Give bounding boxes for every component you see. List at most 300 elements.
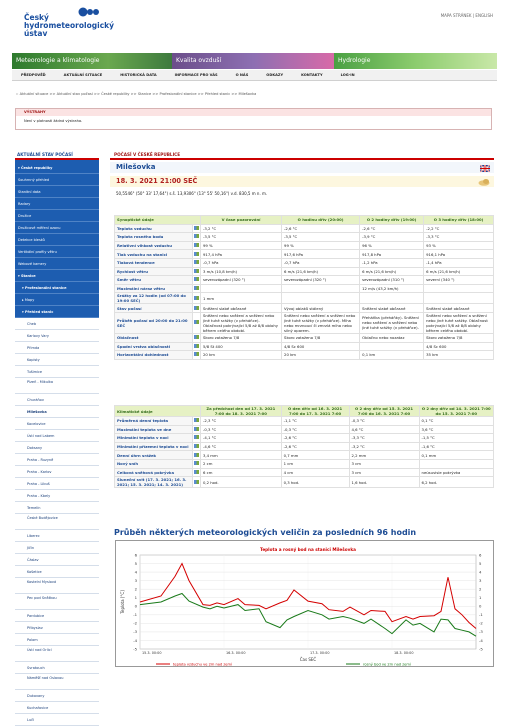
sidebar-item[interactable]: Tušimice bbox=[15, 366, 99, 378]
column-header: O 2 dny dřív od 15. 3. 2021 7:00 do 16. 3. 2021 7:00 bbox=[349, 406, 419, 417]
cell-value: 3,4 mm bbox=[201, 451, 282, 460]
sidebar-item[interactable]: Dukovany bbox=[15, 690, 99, 702]
cell-value: Sněžení slabé občasné bbox=[424, 304, 494, 313]
cell-value: 99 % bbox=[201, 241, 282, 250]
sidebar-title: AKTUÁLNÍ STAV POČASÍ bbox=[15, 150, 99, 160]
cloud-icon bbox=[478, 178, 491, 186]
y-tick-label: -4 bbox=[133, 637, 137, 643]
row-label: Teplota vzduchu bbox=[115, 224, 193, 233]
cell-value: -2,6 °C bbox=[360, 224, 424, 233]
row-label: Denní úhrn srážek bbox=[115, 451, 193, 460]
sidebar-item[interactable]: Praha - Kbely bbox=[15, 490, 99, 502]
chart-link[interactable] bbox=[193, 468, 201, 477]
cell-value: -3,3 °C bbox=[424, 233, 494, 242]
y-tick-label: -2 bbox=[133, 620, 137, 626]
sidebar-item[interactable]: Praha - Karlov bbox=[15, 466, 99, 478]
logo-line: Český bbox=[24, 13, 49, 22]
table-row bbox=[115, 434, 494, 443]
chart-heading: Průběh některých meteorologických veličin za posledních 96 hodin bbox=[114, 528, 417, 537]
logo[interactable] bbox=[24, 14, 114, 38]
x-tick-label: 17.3. 00:00 bbox=[310, 651, 330, 655]
logo-line: hydrometeorologický bbox=[24, 21, 115, 30]
column-header: V čase pozorování bbox=[201, 216, 282, 225]
cell-value: Skoro zataženo 7/8 bbox=[201, 333, 282, 342]
chart-link[interactable] bbox=[193, 417, 201, 426]
sidebar-item[interactable]: Kostelní Myslová bbox=[15, 578, 99, 594]
main-title: POČASÍ V ČESKÉ REPUBLICE bbox=[110, 150, 494, 160]
cell-value: 4,6 °C bbox=[349, 425, 419, 434]
table-row bbox=[115, 241, 494, 250]
cell-value: Sněžení nebo sněžení a sněžení nebo jiné tuhé srážky (v přeháňce). Oblačnost pokrývající 5/8 až 8/8 oblohy během celého období. bbox=[201, 312, 282, 333]
cell-value: 4/8 Sc 600 bbox=[282, 342, 360, 351]
chart-link[interactable] bbox=[193, 312, 201, 333]
table-row bbox=[115, 267, 494, 276]
tab-hydrology[interactable]: Hydrologie bbox=[334, 53, 497, 69]
legend-label-dew-point: rosný bod ve 2m nad zemí bbox=[363, 662, 411, 667]
y-tick-label-right: 6 bbox=[479, 552, 482, 558]
cell-value bbox=[201, 284, 282, 293]
cell-value: Sněžení slabé občasné bbox=[360, 304, 424, 313]
cell-value: 2 cm bbox=[201, 459, 282, 468]
table-row bbox=[115, 459, 494, 468]
cell-value: 916,1 hPa bbox=[424, 250, 494, 259]
chart-link[interactable] bbox=[193, 293, 201, 304]
sidebar-item[interactable]: Temelín bbox=[15, 502, 99, 514]
nav-about[interactable]: O NÁS bbox=[235, 73, 249, 77]
cell-value: 917,6 hPa bbox=[282, 250, 360, 259]
chart-link[interactable] bbox=[193, 333, 201, 342]
warnings-title: VÝSTRAHY bbox=[16, 109, 491, 116]
y-tick-label-right: -4 bbox=[479, 637, 483, 643]
cell-value: Přeháňka (přeháňky). Sněžení nebo sněžení a sněžení nebo jiné tuhé srážky (v přeháňce). bbox=[360, 312, 424, 333]
nav-forecast[interactable]: PŘEDPOVĚĎ bbox=[21, 73, 46, 77]
table-row bbox=[115, 258, 494, 267]
cell-value: 0,1 °C bbox=[419, 417, 493, 426]
breadcrumb[interactable]: :: Aktuální situace >> Aktuální stav počasí >> České republiky >> Stanice >> Profesionální stanice >> Přehled stanic >> Milešovka bbox=[16, 92, 257, 96]
sidebar-item[interactable]: Kuchařovice bbox=[15, 702, 99, 714]
chart-icon bbox=[194, 461, 199, 465]
cell-value: 6 m/s (21,6 km/h) bbox=[282, 267, 360, 276]
chart-link[interactable] bbox=[193, 250, 201, 259]
nav-login[interactable]: LOG-IN bbox=[340, 73, 355, 77]
row-label: Průměrná denní teplota bbox=[115, 417, 193, 426]
cell-value: 917,4 hPa bbox=[201, 250, 282, 259]
english-flag-icon[interactable] bbox=[480, 165, 490, 172]
y-tick-label: 2 bbox=[134, 586, 137, 592]
table-row bbox=[115, 351, 494, 360]
cell-value: 3 m/s (10,8 km/h) bbox=[201, 267, 282, 276]
x-axis-label: Čas SEČ bbox=[299, 657, 317, 662]
y-tick-label-right: 3 bbox=[479, 577, 482, 583]
chart-icon bbox=[194, 480, 199, 484]
y-tick-label: 6 bbox=[134, 552, 137, 558]
y-tick-label-right: -1 bbox=[479, 612, 483, 618]
cell-value: 6 cm bbox=[201, 468, 282, 477]
row-label: Horizontální dohlednost bbox=[115, 351, 193, 360]
sidebar-item[interactable]: Stanitní data bbox=[15, 186, 99, 198]
cell-value: 20 km bbox=[201, 351, 282, 360]
chart-icon bbox=[194, 243, 199, 247]
row-label: Směr větru bbox=[115, 276, 193, 285]
table-row bbox=[115, 451, 494, 460]
sidebar-item[interactable]: Plzeň - Mikulka bbox=[15, 378, 99, 394]
y-tick-label: 1 bbox=[134, 595, 137, 601]
table-row bbox=[115, 342, 494, 351]
sidebar-item[interactable]: Cheb bbox=[15, 318, 99, 330]
sidebar-item[interactable]: Milešovka bbox=[15, 406, 99, 418]
cell-value: -3,3 °C bbox=[349, 434, 419, 443]
chart-icon bbox=[194, 226, 199, 230]
table-row bbox=[115, 477, 494, 488]
chart-icon bbox=[194, 252, 199, 256]
chart-link[interactable] bbox=[193, 284, 201, 293]
cell-value: -1,6 °C bbox=[419, 442, 493, 451]
row-label: Nový sníh bbox=[115, 459, 193, 468]
top-links[interactable]: MAPA STRÁNEK | ENGLISH bbox=[440, 13, 493, 18]
header bbox=[0, 0, 509, 52]
cell-value: 6 m/s (21,6 km/h) bbox=[424, 267, 494, 276]
cell-value: 0,1 km bbox=[360, 351, 424, 360]
column-header: O 2 dny dřív od 14. 3. 2021 7:00 do 15. 3. 2021 7:00 bbox=[419, 406, 493, 417]
cell-value bbox=[424, 284, 494, 293]
cell-value: Vývoj oblaků stálený bbox=[282, 304, 360, 313]
y-tick-label-right: -5 bbox=[479, 646, 483, 652]
chart-link[interactable] bbox=[193, 425, 201, 434]
cell-value: 4 cm bbox=[281, 468, 349, 477]
sidebar-item[interactable]: ▾ Profesionální stanice bbox=[15, 282, 99, 294]
chmi-logo-icon bbox=[78, 6, 100, 18]
column-header: O 2 hodiny dřív (19:00) bbox=[360, 216, 424, 225]
row-label: Stav počasí bbox=[115, 304, 193, 313]
nav-historical[interactable]: HISTORICKÁ DATA bbox=[120, 73, 157, 77]
sidebar-item[interactable]: Polom bbox=[15, 634, 99, 646]
row-label: Oblačnost bbox=[115, 333, 193, 342]
y-tick-label: 5 bbox=[134, 560, 137, 566]
table-row bbox=[115, 284, 494, 293]
table-row bbox=[115, 333, 494, 342]
sidebar-item[interactable]: ▾ Přehled stanic bbox=[15, 306, 99, 318]
sidebar-item[interactable]: Karlovy Vary bbox=[15, 330, 99, 342]
chart-link[interactable] bbox=[193, 477, 201, 488]
table-row bbox=[115, 417, 494, 426]
sidebar-item[interactable]: Radary bbox=[15, 198, 99, 210]
sidebar-item[interactable]: Churáňov bbox=[15, 394, 99, 406]
sidebar-item[interactable]: Pec pod Sněžkou bbox=[15, 594, 99, 610]
cell-value bbox=[424, 293, 494, 304]
sidebar-item[interactable]: Praha - Ruzyně bbox=[15, 454, 99, 466]
sidebar-item[interactable]: Přibyslav bbox=[15, 622, 99, 634]
sidebar-item[interactable]: Souhrnný přehled bbox=[15, 174, 99, 186]
tab-meteorology[interactable]: Meteorologie a klimatologie bbox=[12, 53, 172, 69]
chart-icon bbox=[194, 444, 199, 448]
cell-value: 1 cm bbox=[281, 459, 349, 468]
row-label: Srážky za 12 hodin (od 07:00 do 19:00 SEČ) bbox=[115, 293, 193, 304]
y-tick-label: 4 bbox=[134, 569, 137, 575]
cell-value bbox=[282, 284, 360, 293]
y-tick-label-right: 2 bbox=[479, 586, 482, 592]
cell-value: 96 % bbox=[360, 241, 424, 250]
sidebar-item[interactable]: Ústí nad Orlicí bbox=[15, 646, 99, 662]
chart-link[interactable] bbox=[193, 276, 201, 285]
table-row bbox=[115, 304, 494, 313]
chart-link[interactable] bbox=[193, 342, 201, 351]
cell-value: 1 mm bbox=[201, 293, 282, 304]
cell-value: -2,6 °C bbox=[282, 224, 360, 233]
chart-link[interactable] bbox=[193, 233, 201, 242]
warnings-text: Není v platnosti žádná výstraha. bbox=[24, 119, 83, 123]
chart-link[interactable] bbox=[193, 267, 201, 276]
cell-value: severozápadní (320 °) bbox=[282, 276, 360, 285]
chart-icon bbox=[194, 320, 199, 324]
table-row bbox=[115, 468, 494, 477]
row-label: Maximální náraz větru bbox=[115, 284, 193, 293]
table-row bbox=[115, 250, 494, 259]
cell-value: -0,7 hPa bbox=[282, 258, 360, 267]
row-label: Teplota rosného bodu bbox=[115, 233, 193, 242]
cell-value: Sněžení nebo sněžení a sněžení nebo jiné tuhé srážky (v přeháňce). Mlha nebo mrznoucí či zmrzlá mlha nebo silný oparem. bbox=[282, 312, 360, 333]
chart-title: Teplota a rosný bod na stanici Milešovka bbox=[260, 547, 356, 552]
cell-value: 20 km bbox=[282, 351, 360, 360]
row-label: Rychlost větru bbox=[115, 267, 193, 276]
column-header: O hodinu dřív (20:00) bbox=[282, 216, 360, 225]
table-row bbox=[115, 425, 494, 434]
row-label: Tlaková tendence bbox=[115, 258, 193, 267]
row-label: Průběh počasí od 20:00 do 21:00 SEČ bbox=[115, 312, 193, 333]
chart-icon bbox=[194, 453, 199, 457]
table-row bbox=[115, 233, 494, 242]
chart-link[interactable] bbox=[193, 224, 201, 233]
sidebar-item[interactable]: ▾ České republiky bbox=[15, 162, 99, 174]
row-label: Spodní vrstva oblačnosti bbox=[115, 342, 193, 351]
sidebar-item[interactable]: Webové kamery bbox=[15, 258, 99, 270]
row-label: Maximální teplota ve dne bbox=[115, 425, 193, 434]
cell-value: Oblačno nebo nozataz bbox=[360, 333, 424, 342]
cell-value: Sněžení slabé občasné bbox=[201, 304, 282, 313]
sidebar-item[interactable]: Pardubice bbox=[15, 610, 99, 622]
chart-icon bbox=[194, 352, 199, 356]
cell-value: 2,2 mm bbox=[349, 451, 419, 460]
cell-value: 3 cm bbox=[349, 459, 419, 468]
table-header-row bbox=[115, 216, 494, 225]
climatic-table bbox=[114, 405, 494, 488]
sidebar-item[interactable]: Jičín bbox=[15, 542, 99, 554]
y-tick-label-right: -3 bbox=[479, 629, 483, 635]
y-tick-label: 0 bbox=[134, 603, 137, 609]
chart-link[interactable] bbox=[193, 442, 201, 451]
chart-icon bbox=[194, 277, 199, 281]
cell-value: -3,5 °C bbox=[201, 233, 282, 242]
tab-air-quality[interactable]: Kvalita ovzduší bbox=[172, 53, 334, 69]
table-row bbox=[115, 442, 494, 451]
sidebar-item[interactable]: České Budějovice bbox=[15, 514, 99, 530]
cell-value: 6,2 hod. bbox=[419, 477, 493, 488]
cell-value: 5/8 St 400 bbox=[201, 342, 282, 351]
y-axis-label: Teplota [°C] bbox=[120, 590, 125, 614]
station-coordinates: 50,5546° (50° 33' 17,64") s.š. 13,9306° (13° 55' 50,16") v.d. 830,5 m n. m. bbox=[116, 191, 268, 196]
column-header: O 3 hodiny dřív (18:00) bbox=[424, 216, 494, 225]
observation-time: 18. 3. 2021 21:00 SEČ bbox=[110, 176, 494, 187]
cell-value: 3 cm bbox=[349, 468, 419, 477]
main-nav bbox=[12, 70, 497, 81]
chart-icon bbox=[194, 470, 199, 474]
sidebar-item[interactable]: Praha - Libuš bbox=[15, 478, 99, 490]
sidebar-item[interactable]: Přimda bbox=[15, 342, 99, 354]
chart-icon bbox=[194, 269, 199, 273]
nav-contacts[interactable]: KONTAKTY bbox=[301, 73, 323, 77]
sidebar-item[interactable]: Kopisty bbox=[15, 354, 99, 366]
table-row bbox=[115, 312, 494, 333]
cell-value: -0,3 °C bbox=[201, 425, 282, 434]
nav-current[interactable]: AKTUÁLNÍ SITUACE bbox=[63, 73, 103, 77]
cell-value: -4,1 °C bbox=[201, 434, 282, 443]
chart-link[interactable] bbox=[193, 451, 201, 460]
temperature-chart bbox=[115, 540, 494, 667]
row-label: Tlak vzduchu na stanici bbox=[115, 250, 193, 259]
y-tick-label-right: -2 bbox=[479, 620, 483, 626]
cell-value: severozápadní (310 °) bbox=[360, 276, 424, 285]
cell-value bbox=[282, 293, 360, 304]
sidebar-item[interactable]: Kocelovice bbox=[15, 418, 99, 430]
chart-link[interactable] bbox=[193, 351, 201, 360]
table-row bbox=[115, 293, 494, 304]
x-tick-label: 15.3. 00:00 bbox=[142, 651, 162, 655]
cell-value: severní (340 °) bbox=[424, 276, 494, 285]
y-tick-label: -3 bbox=[133, 629, 137, 635]
row-label: Minimální přízemní teplota v noci bbox=[115, 442, 193, 451]
row-label: Minimální teplota v noci bbox=[115, 434, 193, 443]
chart-link[interactable] bbox=[193, 258, 201, 267]
legend-label-temperature: teplota vzduchu ve 2m nad zemí bbox=[173, 662, 233, 667]
cell-value: -0,3 °C bbox=[349, 417, 419, 426]
column-header: Za předchozí den od 17. 3. 2021 7:00 do 18. 3. 2021 7:00 bbox=[201, 406, 282, 417]
cell-value: 0,3 hod. bbox=[281, 477, 349, 488]
cell-value: -4,6 °C bbox=[201, 442, 282, 451]
cell-value: -2,3 °C bbox=[201, 417, 282, 426]
column-header: Klimatické údaje bbox=[115, 406, 201, 417]
sidebar-item[interactable]: Košetice bbox=[15, 566, 99, 578]
cell-value: severozápadní (320 °) bbox=[201, 276, 282, 285]
cell-value: -1,5 °C bbox=[419, 434, 493, 443]
synoptic-table bbox=[114, 215, 494, 360]
table-row bbox=[115, 224, 494, 233]
chart-icon bbox=[194, 344, 199, 348]
cell-value: Sněžení nebo sněžení a sněžení nebo jiné tuhé srážky. Oblačnost pokrývající 5/8 až 8/8 oblohy během celého období. bbox=[424, 312, 494, 333]
section-tabs bbox=[12, 53, 497, 69]
cell-value: -3,2 °C bbox=[349, 442, 419, 451]
column-header: O den dřív od 16. 3. 2021 7:00 do 17. 3. 2021 7:00 bbox=[281, 406, 349, 417]
sidebar-item[interactable]: Doksany bbox=[15, 442, 99, 454]
y-tick-label: -1 bbox=[133, 612, 137, 618]
cell-value bbox=[419, 459, 493, 468]
sidebar-item[interactable]: Čáslav bbox=[15, 554, 99, 566]
cell-value: Skoro zataženo 7/8 bbox=[282, 333, 360, 342]
cell-value: -2,6 °C bbox=[281, 434, 349, 443]
chart-icon bbox=[194, 306, 199, 310]
sidebar-item[interactable]: Svratouch bbox=[15, 662, 99, 674]
cell-value bbox=[360, 293, 424, 304]
y-tick-label: -5 bbox=[133, 646, 137, 652]
sidebar-item[interactable]: ▾ Stanice bbox=[15, 270, 99, 282]
column-header: Synoptické údaje bbox=[115, 216, 201, 225]
chart-icon bbox=[194, 296, 199, 300]
chart-icon bbox=[194, 286, 199, 290]
logo-line: ústav bbox=[24, 29, 48, 38]
table-header-row bbox=[115, 406, 494, 417]
chart-icon bbox=[194, 335, 199, 339]
cell-value bbox=[360, 342, 424, 351]
cell-value: neúsuvisle pokrývka bbox=[419, 468, 493, 477]
sidebar-item[interactable]: Detekce blesků bbox=[15, 234, 99, 246]
chart-link[interactable] bbox=[193, 304, 201, 313]
cell-value: 6 m/s (21,6 km/h) bbox=[360, 267, 424, 276]
cell-value: 3,6 °C bbox=[419, 425, 493, 434]
row-label: Celková sněhová pokrývka bbox=[115, 468, 193, 477]
row-label: Sluneční svit (17. 3. 2021; 16. 3. 2021; 15. 3. 2021; 14. 3. 2021) bbox=[115, 477, 193, 488]
warnings-box bbox=[15, 108, 492, 130]
row-label: Relativní vlhkost vzduchu bbox=[115, 241, 193, 250]
cell-value: 93 % bbox=[424, 241, 494, 250]
y-tick-label-right: 1 bbox=[479, 595, 482, 601]
cell-value: Skoro zataženo 7/8 bbox=[424, 333, 494, 342]
sidebar-item[interactable]: ▸ Mapy bbox=[15, 294, 99, 306]
nav-links[interactable]: ODKAZY bbox=[266, 73, 284, 77]
cell-value: 0,7 mm bbox=[281, 451, 349, 460]
chart-icon bbox=[194, 427, 199, 431]
cell-value: -1,4 hPa bbox=[424, 258, 494, 267]
chart-link[interactable] bbox=[193, 434, 201, 443]
cell-value: 1,6 hod. bbox=[349, 477, 419, 488]
y-tick-label: 3 bbox=[134, 577, 137, 583]
y-tick-label-right: 0 bbox=[479, 603, 482, 609]
cell-value: 35 km bbox=[424, 351, 494, 360]
cell-value: 0,2 hod. bbox=[201, 477, 282, 488]
chart-svg bbox=[116, 541, 495, 668]
cell-value: 917,8 hPa bbox=[360, 250, 424, 259]
cell-value: 4/8 Sc 600 bbox=[424, 342, 494, 351]
station-name: Milešovka bbox=[110, 162, 494, 173]
cell-value: 0,1 mm bbox=[419, 451, 493, 460]
chart-link[interactable] bbox=[193, 459, 201, 468]
cell-value: -2,2 °C bbox=[424, 224, 494, 233]
cell-value: -3,2 °C bbox=[201, 224, 282, 233]
cell-value: -2,6 °C bbox=[281, 442, 349, 451]
chart-icon bbox=[194, 234, 199, 238]
x-tick-label: 16.3. 00:00 bbox=[226, 651, 246, 655]
sidebar-item[interactable]: Liberec bbox=[15, 530, 99, 542]
sidebar-item[interactable]: Vertikální profily větru bbox=[15, 246, 99, 258]
sidebar-item[interactable]: Náměšť nad Oslavou bbox=[15, 674, 99, 690]
cell-value: -1,1 °C bbox=[281, 417, 349, 426]
y-tick-label-right: 5 bbox=[479, 560, 482, 566]
cell-value: -0,7 hPa bbox=[201, 258, 282, 267]
cell-value: -1,2 hPa bbox=[360, 258, 424, 267]
nav-info[interactable]: INFORMACE PRO VÁS bbox=[174, 73, 218, 77]
chart-link[interactable] bbox=[193, 241, 201, 250]
sidebar-item[interactable]: Družicové měření ozonu bbox=[15, 222, 99, 234]
cell-value: 99 % bbox=[282, 241, 360, 250]
cell-value: -3,5 °C bbox=[282, 233, 360, 242]
y-tick-label-right: 4 bbox=[479, 569, 482, 575]
chart-icon bbox=[194, 435, 199, 439]
x-tick-label: 18.3. 00:00 bbox=[394, 651, 414, 655]
cell-value: -0,3 °C bbox=[281, 425, 349, 434]
sidebar-item[interactable]: Lučí bbox=[15, 714, 99, 726]
sidebar-item[interactable]: Družice bbox=[15, 210, 99, 222]
sidebar-item[interactable]: Ústí nad Labem bbox=[15, 430, 99, 442]
cell-value: -3,9 °C bbox=[360, 233, 424, 242]
chart-icon bbox=[194, 418, 199, 422]
cell-value: 12 m/s (43,2 km/h) bbox=[360, 284, 424, 293]
